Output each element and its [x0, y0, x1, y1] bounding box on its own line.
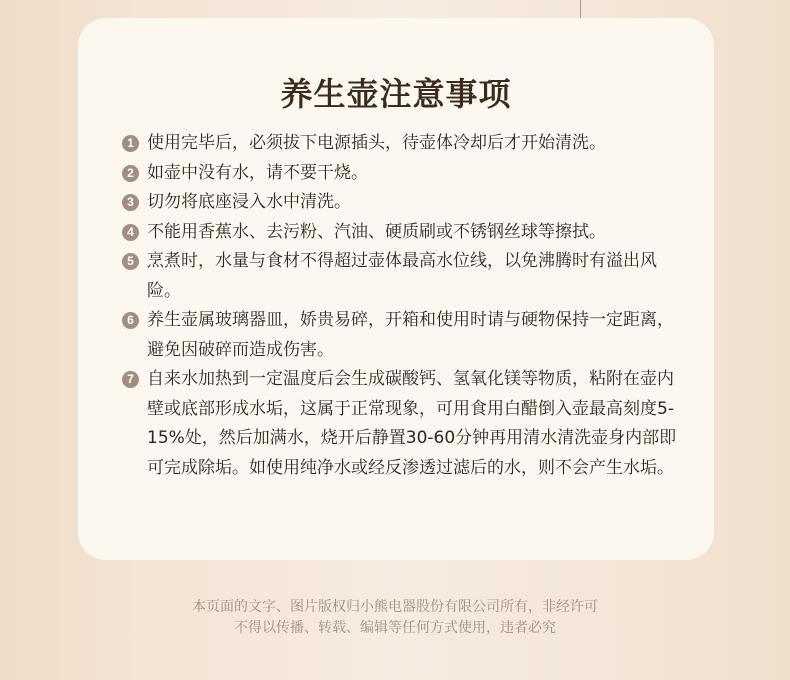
precaution-item-4	[122, 218, 682, 248]
number-badge-icon: 2	[122, 165, 139, 182]
precaution-text: 使用完毕后，必须拔下电源插头，待壶体冷却后才开始清洗。	[147, 133, 606, 153]
copyright-line-2: 不得以传播、转载、编辑等任何方式使用，违者必究	[234, 620, 556, 636]
precaution-item-2	[122, 159, 682, 189]
decorative-divider-line	[580, 0, 581, 20]
page-title: 养生壶注意事项	[280, 75, 512, 113]
precaution-text: 不能用香蕉水、去污粉、汽油、硬质刷或不锈钢丝球等擦拭。	[147, 221, 606, 242]
precaution-item-6	[122, 306, 682, 365]
copyright-notice	[0, 597, 790, 639]
number-badge-icon: 3	[122, 194, 139, 211]
precaution-item-7	[122, 365, 682, 483]
number-badge-icon: 4	[122, 224, 139, 241]
precaution-text: 自来水加热到一定温度后会生成碳酸钙、氢氧化镁等物质，粘附在壶内壁或底部形成水垢，这属于正常现象，可用食用白醋倒入壶最高刻度5-15%处，然后加满水，烧开后静置30-60分钟再用清水清洗壶身内部即可完成除垢。如使用纯净水或经反渗透过滤后的水，则不会产生水垢。	[147, 369, 677, 478]
precaution-text: 切勿将底座浸入水中清洗。	[147, 192, 351, 212]
precaution-text: 如壶中没有水，请不要干烧。	[147, 162, 368, 183]
number-badge-icon: 6	[122, 312, 139, 329]
precaution-list	[122, 129, 682, 483]
precaution-item-3	[122, 188, 682, 218]
number-badge-icon: 1	[122, 135, 139, 152]
precaution-item-1	[122, 129, 682, 159]
copyright-line-1: 本页面的文字、图片版权归小熊电器股份有限公司所有，非经许可	[192, 599, 598, 615]
precaution-text: 养生壶属玻璃器皿，娇贵易碎，开箱和使用时请与硬物保持一定距离，避免因破碎而造成伤害。	[147, 310, 674, 360]
precaution-text: 烹煮时，水量与食材不得超过壶体最高水位线，以免沸腾时有溢出风险。	[147, 251, 657, 301]
number-badge-icon: 5	[122, 253, 139, 270]
number-badge-icon: 7	[122, 371, 139, 388]
precaution-item-5	[122, 247, 682, 306]
